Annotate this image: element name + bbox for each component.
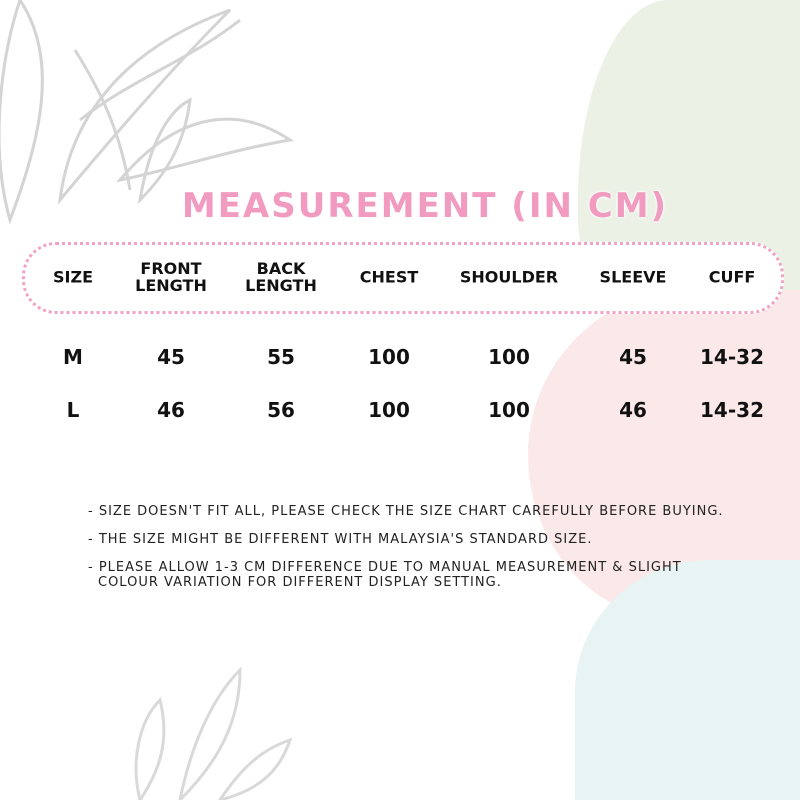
- cell-size: M: [63, 345, 83, 369]
- cell-cuff: 14-32: [700, 345, 764, 369]
- note-item: - THE SIZE MIGHT BE DIFFERENT WITH MALAYSIA'S STANDARD SIZE.: [88, 532, 593, 547]
- notes-list: [88, 504, 728, 603]
- header-front-length: FRONT LENGTH: [135, 259, 207, 295]
- cell-cuff: 14-32: [700, 398, 764, 422]
- cell-shoulder: 100: [488, 398, 530, 422]
- cell-shoulder: 100: [488, 345, 530, 369]
- cell-size: L: [66, 398, 80, 422]
- header-cuff: CUFF: [708, 267, 756, 287]
- header-back-length: BACK LENGTH: [245, 259, 317, 295]
- header-shoulder: SHOULDER: [459, 267, 559, 287]
- cell-back-length: 55: [267, 345, 295, 369]
- note-item: - SIZE DOESN'T FIT ALL, PLEASE CHECK THE SIZE CHART CAREFULLY BEFORE BUYING.: [88, 504, 724, 519]
- page-title: MEASUREMENT (IN CM): [181, 186, 669, 226]
- cell-chest: 100: [368, 398, 410, 422]
- header-sleeve: SLEEVE: [599, 267, 667, 287]
- cell-sleeve: 45: [619, 345, 647, 369]
- leaf-decoration-bottom-icon: [120, 660, 300, 800]
- cell-front-length: 45: [157, 345, 185, 369]
- cell-sleeve: 46: [619, 398, 647, 422]
- header-size: SIZE: [52, 267, 94, 287]
- header-chest: CHEST: [359, 267, 419, 287]
- cell-chest: 100: [368, 345, 410, 369]
- cell-back-length: 56: [267, 398, 295, 422]
- note-item: - PLEASE ALLOW 1-3 CM DIFFERENCE DUE TO MANUAL MEASUREMENT & SLIGHT COLOUR VARIATION FOR DIFFERENT DISPLAY SETTING.: [88, 560, 682, 590]
- cell-front-length: 46: [157, 398, 185, 422]
